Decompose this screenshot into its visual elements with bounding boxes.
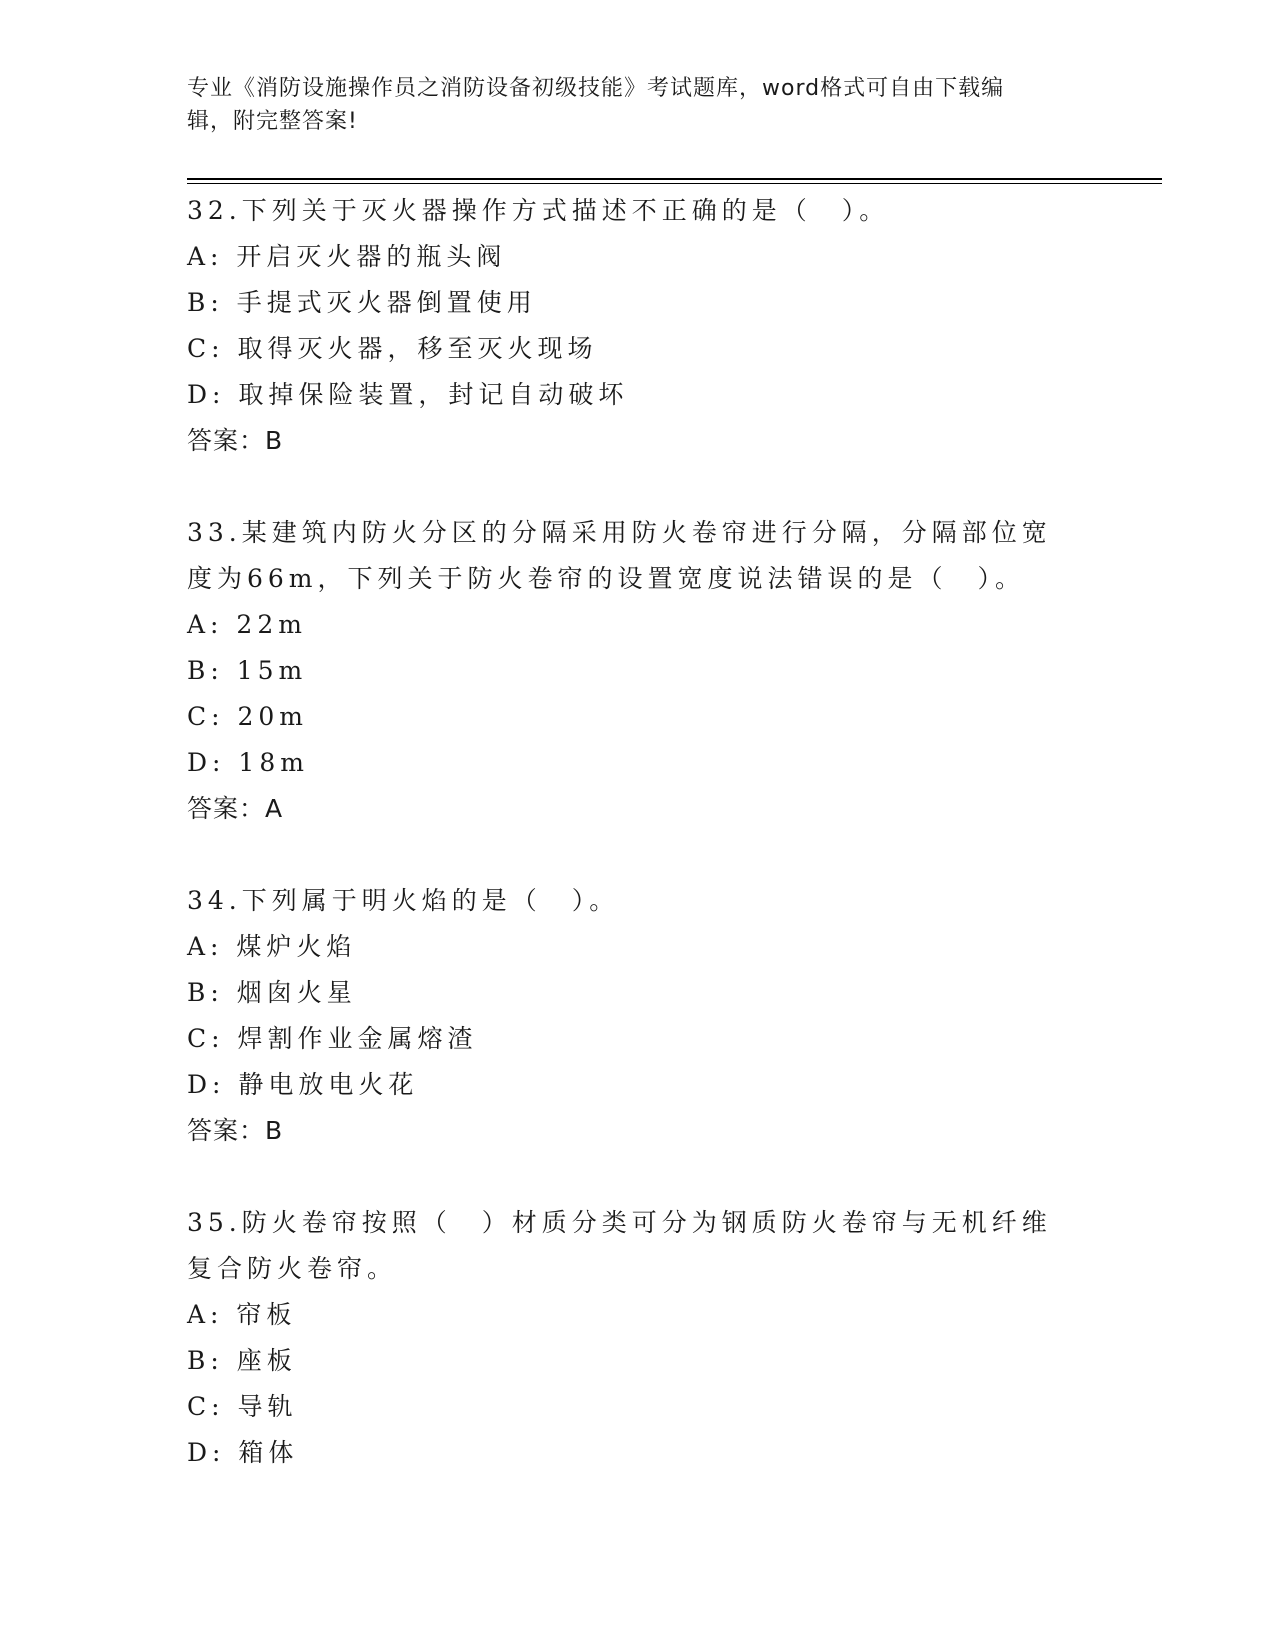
option-c: C: 焊割作业金属熔渣	[187, 1024, 478, 1053]
option-a: A: 煤炉火焰	[187, 932, 357, 961]
option-c: C: 取得灭火器，移至灭火现场	[187, 334, 598, 363]
option-d: D: 静电放电火花	[187, 1070, 419, 1099]
option-a: A: 帘板	[187, 1300, 297, 1329]
option-d: D: 箱体	[187, 1438, 299, 1467]
option-b: B: 手提式灭火器倒置使用	[187, 288, 537, 317]
intro-line-2: 辑，附完整答案!	[187, 109, 358, 134]
question-34	[187, 878, 1087, 1154]
option-d: D: 18m	[187, 748, 309, 777]
option-d: D: 取掉保险装置，封记自动破坏	[187, 380, 629, 409]
answer-label: 答案：B	[187, 426, 284, 455]
option-c: C: 导轨	[187, 1392, 298, 1421]
header-divider-bottom	[187, 183, 1162, 184]
question-stem: 32.下列关于灭火器操作方式描述不正确的是（ ）。	[187, 196, 890, 225]
option-c: C: 20m	[187, 702, 309, 731]
question-35	[187, 1200, 1087, 1476]
question-stem: 33.某建筑内防火分区的分隔采用防火卷帘进行分隔，分隔部位宽度为66m，下列关于防火卷帘的设置宽度说法错误的是（ ）。	[187, 518, 1052, 593]
question-list	[187, 188, 1087, 1522]
option-a: A: 22m	[187, 610, 307, 639]
question-33	[187, 510, 1087, 832]
option-b: B: 15m	[187, 656, 308, 685]
question-32	[187, 188, 1087, 464]
question-stem: 34.下列属于明火焰的是（ ）。	[187, 886, 620, 915]
option-a: A: 开启灭火器的瓶头阀	[187, 242, 507, 271]
document-intro	[187, 72, 1067, 138]
question-stem: 35.防火卷帘按照（ ）材质分类可分为钢质防火卷帘与无机纤维复合防火卷帘。	[187, 1208, 1052, 1283]
header-divider-top	[187, 178, 1162, 180]
intro-line-1: 专业《消防设施操作员之消防设备初级技能》考试题库，word格式可自由下载编	[187, 76, 1005, 101]
option-b: B: 烟囱火星	[187, 978, 357, 1007]
answer-label: 答案：B	[187, 1116, 284, 1145]
answer-label: 答案：A	[187, 794, 284, 823]
option-b: B: 座板	[187, 1346, 297, 1375]
